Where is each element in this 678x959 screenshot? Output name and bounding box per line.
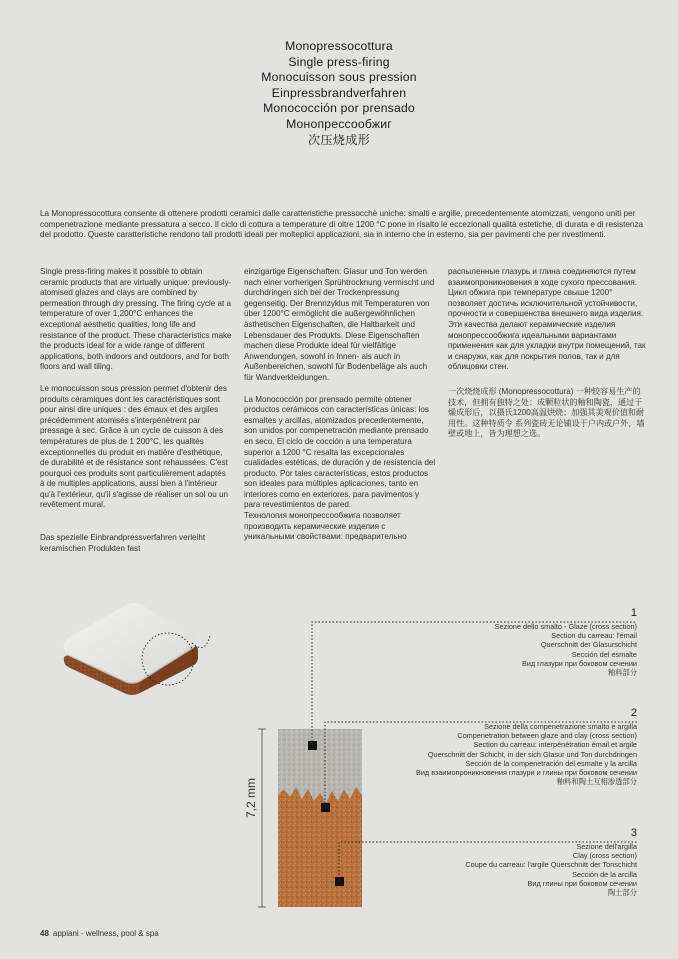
callout-number: 3: [630, 827, 637, 839]
paragraph-ru-cont: распыленные глазурь и глина соединяются путем взаимопроникновения в ходе сухого прессования. Цикл обжига при температуре свыше 1200° позволяет достичь исключительной устойчивости, прочности и совершенства внешнего вида изделия. Эти качества делают керамические изделия монопрессообжига идеальными вариантами применения как для укладки внутри помещений, так и снаружи, как для покрытия полов, так и для облицовки стен.: [448, 267, 646, 372]
callout-line: Sección de la compenetración del esmalte y la arcilla: [465, 758, 637, 768]
page-number: 48: [40, 929, 49, 938]
title-de: Einpressbrandverfahren: [271, 85, 407, 100]
title-es: Monococción por prensado: [263, 101, 415, 116]
marker-2: [321, 803, 330, 812]
callout-1: [495, 607, 637, 677]
page-footer: [40, 929, 159, 938]
callout-number: 2: [630, 707, 637, 719]
callout-line: Sección de la arcilla: [572, 869, 637, 879]
callout-line: Compenetration between glaze and clay (cross section): [457, 731, 637, 741]
paragraph-en: Single press-firing makes it possible to obtain ceramic products that are virtually unique: previously-atomised glazes and clays are combined by permeation through dry pressing. The firing cycle at a temperature of over 1,200°C enhances the exceptional aesthetic qualities, long life and resistance of the product. These characteristics make the products ideal for a wide range of different applications, both indoors and outdoors, and for both floors and wall tiling.: [40, 267, 232, 372]
callout-line: Clay (cross section): [572, 851, 637, 861]
text-column-2: [244, 267, 436, 554]
callout-line: Sección del esmalte: [571, 649, 637, 659]
title-zh: 次压烧成形: [308, 132, 370, 147]
text-column-3: [448, 267, 648, 450]
intro-paragraph: La Monopressocottura consente di ottenere prodotti ceramici dalle caratteristiche pressocchè uniche: smalti e argille, precedentemente atomizzati, vengono uniti per compenetrazione mediante pressatura a secco. Il ciclo di cottura a temperature di oltre 1200 °C pone in risalto le eccezionali qualità estetiche, di durata e di resistenza del prodotto. Queste caratteristiche rendono tali prodotti ideali per molteplici applicazioni, sia in interno che in esterno, sia per pavimenti che per rivestimenti.: [40, 209, 644, 240]
tile-illustration: [60, 597, 210, 707]
callout-line: 釉料和陶土互相渗透部分: [556, 777, 637, 787]
marker-3: [335, 877, 344, 886]
paragraph-de-cont: einzigartige Eigenschaften: Glasur und Ton werden nach einer vorherigen Sprühtrocknung vermischt und durchdringen sich bei der Trockenpressung gegenseitig. Der Brennzyklus mit Temperaturen von über 1200°C ermöglicht die außergewöhnlichen ästhetischen Eigenschaften, die Haltbarkeit und Lebensdauer des Produkts. Diese Eigenschaften machen diese Produkte ideal für vielfältige Anwendungen, sowohl in Innen- als auch in Außenbereichen, sowohl für Bodenbeläge als auch für Wandverkleidungen.: [244, 267, 435, 382]
callout-line: Section du carreau: interpénétration émail et argile: [473, 740, 637, 750]
paragraph-es: La Monococción por prensado permite obtener productos cerámicos con características únicas: los esmaltes y arcillas, atomizados precedentemente, son unidos por compenetración mediante prensado en seco. El ciclo de cocción a una temperatura superior a 1200 °C resalta las excepcionales cualidades estéticas, de duración y de resistencia del producto. Por tales características, estos productos son ideales para múltiples aplicaciones, tanto en interiores como en exteriores, para pavimentos y para revestimientos de pared.: [244, 394, 436, 510]
paragraph-de-start: Das spezielle Einbrandpressverfahren verleiht keramischen Produkten fast: [40, 533, 206, 553]
callout-line: Вид глины при боковом сечении: [527, 878, 637, 888]
paragraph-fr: Le monocuisson sous pression permet d'obtenir des produits céramiques dont les caractéristiques sont pour ainsi dire uniques : des émaux et des argiles précédemment atomisés s'interpénètrent par pressage à sec. Grâce à un cycle de cuisson à des températures de plus de 1 200°C, les qualités exceptionnelles du produit en matière d'esthétique, de durabilité et de résistance sont rehaussées. C'est pourquoi ces produits sont particulièrement adaptés à de multiples applications, aussi bien à l'intérieur qu'à l'extérieur, qu'il s'agisse de réaliser un sol ou un revêtement mural.: [40, 383, 228, 510]
title-en: Single press-firing: [288, 54, 390, 69]
title-block: [0, 39, 678, 148]
thickness-label: 7,2 mm: [244, 777, 258, 818]
paragraph-zh: 一次烧烧成形 (Monopressocottura) 一种较容易生产的技术，但拥有独特之处：成颗粒状的釉和陶瓷，通过干燥成形后，以摄氏1200高温烘烧；加强其美观价值和耐用性。这种特质令 系列瓷砖无论铺设于户内或户外，墙壁或地上，皆为理想之选。: [448, 386, 645, 439]
callout-line: Section du carreau: l'émail: [551, 631, 637, 641]
text-column-1: [40, 267, 232, 565]
title-ru: Монопрессообжиг: [286, 116, 392, 131]
callout-line: Sezione dell'argilla: [576, 842, 637, 851]
callout-line: 釉料部分: [607, 668, 637, 678]
title-it: Monopressocottura: [285, 39, 393, 53]
callout-line: Sezione dello smalto - Glaze (cross section): [494, 622, 637, 631]
title-fr: Monocuisson sous pression: [261, 70, 417, 85]
callout-2: [416, 707, 637, 786]
callout-line: Querschnitt der Schicht, in der sich Glasur und Ton durchdringen: [427, 749, 637, 759]
callout-line: Sezione della compenetrazione smalto e argilla: [484, 722, 637, 731]
callout-line: Coupe du carreau: l'argile Querschnitt der Tonschicht: [465, 860, 637, 870]
callout-number: 1: [630, 607, 637, 619]
callout-line: Вид взаимопроникновения глазури и глины при боковом сечении: [415, 768, 637, 778]
glaze-layer: [278, 729, 362, 803]
paragraph-ru-start: Технология монопрессообжига позволяет производить керамические изделия с уникальными свойствами: предварительно: [244, 511, 407, 542]
callout-line: Вид глазури при боковом сечении: [521, 658, 637, 668]
footer-text: appiani - wellness, pool & spa: [52, 929, 159, 938]
callout-line: 陶土部分: [607, 888, 637, 898]
callout-3: [465, 827, 637, 897]
callout-line: Querschnitt der Glasurschicht: [540, 640, 637, 650]
cross-section-diagram: [278, 729, 362, 907]
marker-1: [308, 741, 317, 750]
